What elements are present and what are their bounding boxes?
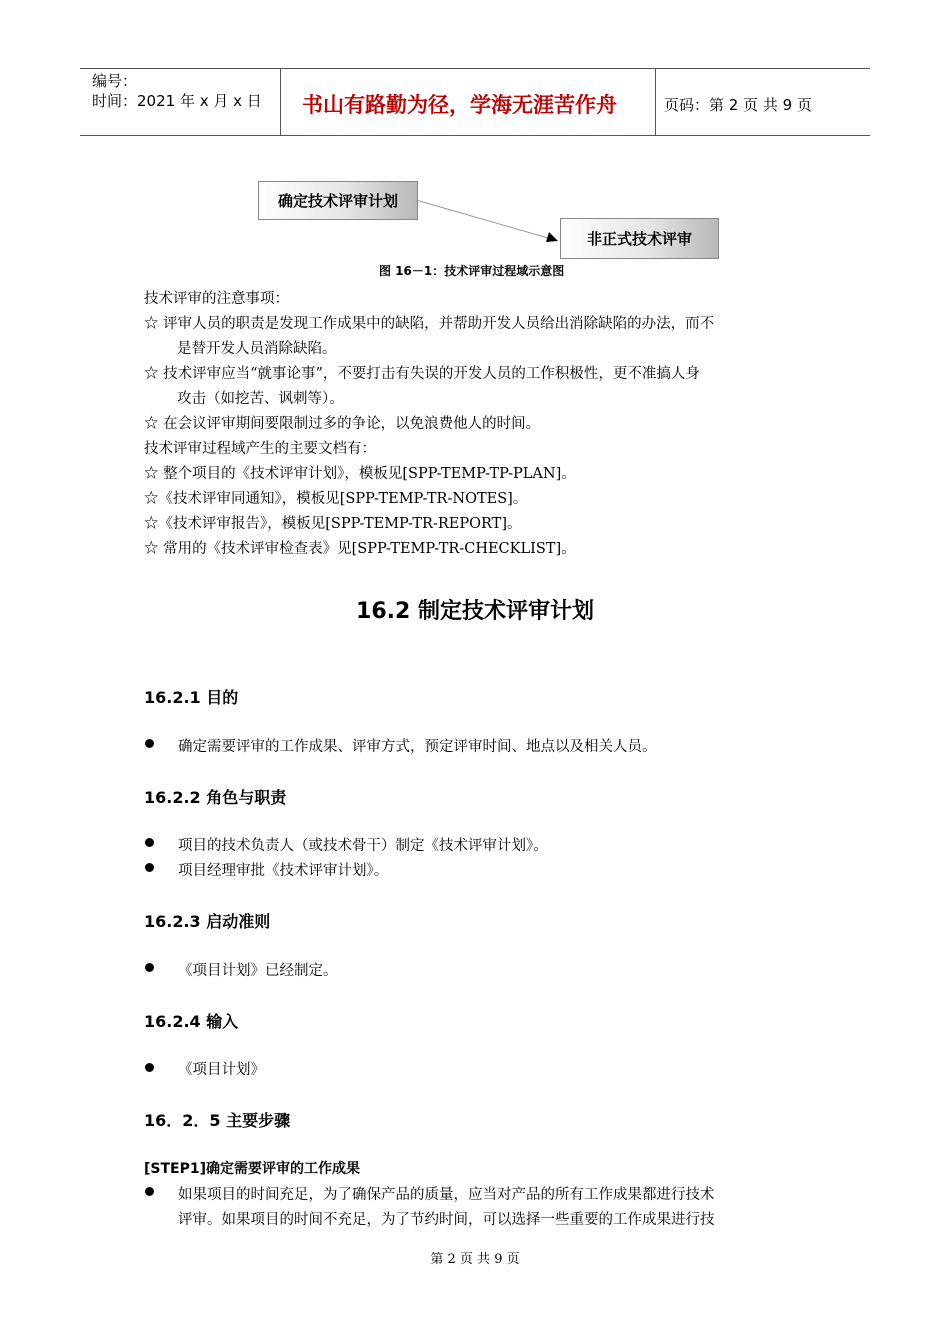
subsection-heading: 16．2．5 主要步骤 bbox=[144, 1111, 291, 1130]
bullet-text: 《项目计划》 bbox=[178, 1062, 265, 1078]
header-number: 编号： bbox=[92, 72, 138, 90]
step-heading: [STEP1]确定需要评审的工作成果 bbox=[144, 1161, 360, 1177]
bullet-dot bbox=[145, 1187, 154, 1196]
header-page: 页码：第 2 页 共 9 页 bbox=[664, 96, 812, 114]
notes-title: 技术评审的注意事项： bbox=[144, 291, 289, 307]
section-title: 16.2 制定技术评审计划 bbox=[356, 599, 594, 624]
subsection-heading: 16.2.2 角色与职责 bbox=[144, 788, 287, 807]
bullet-dot bbox=[145, 739, 154, 748]
bullet-text: 确定需要评审的工作成果、评审方式，预定评审时间、地点以及相关人员。 bbox=[178, 739, 657, 755]
subsection-heading: 16.2.3 启动准则 bbox=[144, 912, 271, 931]
figure-caption: 图 16－1：技术评审过程域示意图 bbox=[379, 264, 565, 278]
subsection-heading: 16.2.1 目的 bbox=[144, 688, 239, 707]
note-item-line: ☆ 在会议评审期间要限制过多的争论，以免浪费他人的时间。 bbox=[144, 416, 541, 432]
header-rule-top bbox=[80, 68, 870, 69]
bullet-text: 《项目计划》已经制定。 bbox=[178, 963, 338, 979]
note-item-line: ☆ 技术评审应当“就事论事”，不要打击有失误的开发人员的工作积极性，更不准搞人身 bbox=[144, 366, 700, 382]
bullet-text: 项目的技术负责人（或技术骨干）制定《技术评审计划》。 bbox=[178, 838, 548, 854]
diagram-box-plan bbox=[258, 181, 418, 220]
note-item-line: 攻击（如挖苦、讽刺等）。 bbox=[177, 391, 344, 407]
doc-item: ☆《技术评审同通知》，模板见[SPP-TEMP-TR-NOTES]。 bbox=[144, 491, 528, 507]
diagram-arrow bbox=[400, 190, 570, 250]
doc-item: ☆ 整个项目的《技术评审计划》，模板见[SPP-TEMP-TP-PLAN]。 bbox=[144, 466, 576, 482]
page-footer: 第 2 页 共 9 页 bbox=[430, 1252, 520, 1267]
header-motto: 书山有路勤为径，学海无涯苦作舟 bbox=[302, 93, 617, 117]
bullet-text: 评审。如果项目的时间不充足，为了节约时间，可以选择一些重要的工作成果进行技 bbox=[178, 1212, 715, 1228]
doc-item: ☆ 常用的《技术评审检查表》见[SPP-TEMP-TR-CHECKLIST]。 bbox=[144, 541, 576, 557]
docs-title: 技术评审过程域产生的主要文档有： bbox=[144, 441, 376, 457]
bullet-dot bbox=[145, 863, 154, 872]
bullet-text: 如果项目的时间充足，为了确保产品的质量，应当对产品的所有工作成果都进行技术 bbox=[178, 1187, 715, 1203]
subsection-heading: 16.2.4 输入 bbox=[144, 1012, 239, 1031]
note-item-line: 是替开发人员消除缺陷。 bbox=[177, 341, 337, 357]
doc-item: ☆《技术评审报告》，模板见[SPP-TEMP-TR-REPORT]。 bbox=[144, 516, 522, 532]
bullet-dot bbox=[145, 838, 154, 847]
header-divider bbox=[655, 68, 656, 136]
bullet-dot bbox=[145, 963, 154, 972]
note-item-line: ☆ 评审人员的职责是发现工作成果中的缺陷，并帮助开发人员给出消除缺陷的办法，而不 bbox=[144, 316, 715, 332]
header-divider bbox=[280, 68, 281, 136]
diagram-box-review bbox=[560, 218, 719, 259]
header-date: 时间：2021 年 x 月 x 日 bbox=[92, 92, 262, 110]
bullet-dot bbox=[145, 1063, 154, 1072]
diagram-box-plan-label: 确定技术评审计划 bbox=[277, 192, 398, 210]
bullet-text: 项目经理审批《技术评审计划》。 bbox=[178, 863, 389, 879]
header-rule-bottom bbox=[80, 135, 870, 136]
diagram-box-review-label: 非正式技术评审 bbox=[586, 230, 692, 248]
